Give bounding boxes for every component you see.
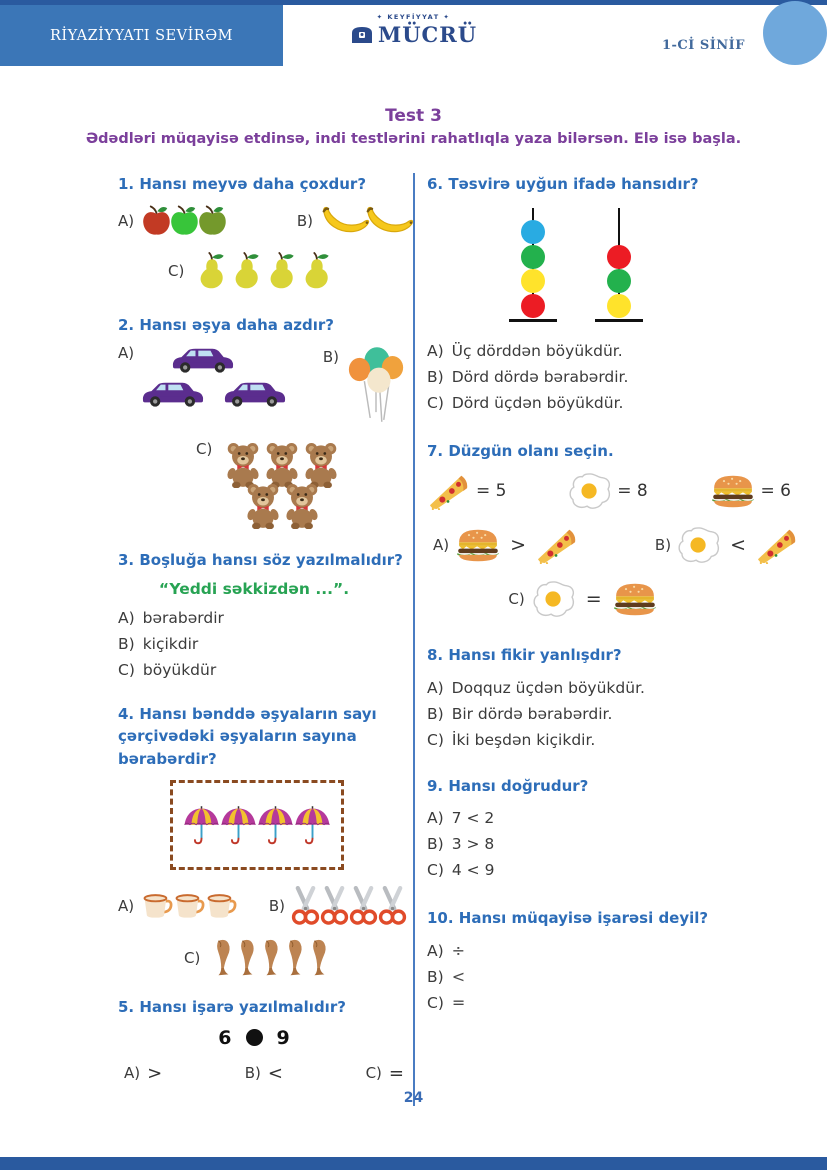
question-9 — [427, 775, 799, 884]
fried-egg-icon — [568, 472, 612, 510]
banana-icon — [363, 204, 415, 238]
option-text: İki beşdən kiçikdir. — [451, 730, 596, 749]
option-b-label: B) — [268, 897, 285, 915]
question-title: 6. Təsvirə uyğun ifadə hansıdır? — [427, 175, 699, 193]
question-title: 1. Hansı meyvə daha çoxdur? — [118, 175, 367, 193]
option-label: B) — [427, 704, 444, 723]
option-label: B) — [118, 634, 135, 653]
egg-value: = 8 — [568, 472, 647, 510]
fried-egg-icon — [677, 526, 721, 564]
greater-than-sign: > — [510, 534, 527, 556]
option-c-label: C) — [168, 261, 185, 280]
drumstick-icon — [210, 938, 236, 978]
option-c — [427, 580, 739, 618]
grade-label: 1-Cİ SİNİF — [661, 38, 745, 53]
abacus-bead — [607, 245, 631, 269]
question-1 — [118, 173, 407, 292]
pizza-icon — [427, 472, 471, 510]
scissors-icon — [320, 886, 349, 926]
cup-icon — [172, 892, 206, 920]
rod-base — [509, 319, 557, 322]
equals-sign: = — [388, 1062, 404, 1084]
option-label: A) — [427, 341, 444, 360]
question-7 — [427, 440, 799, 619]
question-10 — [427, 907, 799, 1016]
cup-icon — [204, 892, 238, 920]
balloons-icon — [345, 344, 407, 426]
burger-icon — [710, 473, 756, 509]
fried-egg-icon — [532, 580, 576, 618]
option-label: B) — [427, 967, 444, 986]
abacus-rod-left — [511, 208, 555, 322]
right-number: 9 — [276, 1026, 290, 1049]
burger-value: = 6 — [710, 473, 791, 509]
pear-icon — [299, 250, 335, 292]
option-label: B) — [427, 835, 444, 853]
option-label: B) — [427, 367, 444, 386]
bear-icon — [242, 481, 284, 529]
option-a — [124, 1063, 162, 1084]
question-5 — [118, 996, 407, 1084]
dashed-frame — [170, 780, 344, 870]
left-column — [0, 173, 413, 1106]
question-title: 9. Hansı doğrudur? — [427, 776, 589, 795]
drumstick-icon — [282, 938, 308, 978]
option-label: B) — [244, 1064, 261, 1082]
scissors-group — [291, 886, 407, 926]
logo-name: MÜCRÜ — [377, 22, 478, 47]
option-b — [427, 964, 799, 990]
option-c — [118, 657, 407, 683]
abacus-rod-right — [597, 208, 641, 322]
option-c — [366, 1063, 404, 1084]
option-b-label: B) — [296, 211, 313, 230]
question-2 — [118, 314, 407, 530]
less-than-sign: < — [730, 534, 746, 556]
option-a — [427, 675, 799, 701]
bear-icon — [281, 481, 323, 529]
less-than-sign: < — [451, 966, 466, 986]
question-6 — [427, 173, 799, 416]
option-text: Dörd dördə bərabərdir. — [451, 367, 629, 386]
option-a-label: A) — [118, 897, 135, 915]
option-text: bərabərdir — [142, 608, 224, 627]
option-b — [427, 831, 799, 857]
left-number: 6 — [218, 1026, 232, 1049]
option-c — [427, 727, 799, 753]
drumstick-icon — [258, 938, 284, 978]
option-label: C) — [508, 590, 525, 608]
bottom-strip — [0, 1157, 827, 1170]
logo-tagline: ✦ KEYFİYYAT ✦ — [376, 13, 451, 21]
test-subtitle: Ədədləri müqayisə etdinsə, indi testlərini rahatlıqla yaza bilərsən. Elə isə başla. — [85, 131, 742, 147]
equals-sign: = — [451, 992, 466, 1012]
page-number: 24 — [403, 1090, 424, 1106]
pear-icon — [194, 250, 230, 292]
option-label: A) — [433, 536, 450, 554]
option-label: B) — [654, 536, 672, 554]
question-title: 8. Hansı fikir yanlışdır? — [427, 646, 622, 664]
question-title: 3. Boşluğa hansı söz yazılmalıdır? — [118, 551, 403, 569]
drumstick-icon — [234, 938, 260, 978]
question-title: 2. Hansı əşya daha azdır? — [118, 315, 334, 334]
option-c — [427, 990, 799, 1016]
option-text: böyükdür — [142, 660, 217, 679]
cars-group — [140, 344, 308, 408]
option-b — [427, 701, 799, 727]
car-icon — [222, 378, 288, 408]
pear-icon — [229, 250, 265, 292]
apple-icon — [196, 204, 229, 237]
option-text: 3 > 8 — [451, 835, 495, 853]
option-b — [118, 631, 407, 657]
brand-text: RİYAZİYYATI SEVİRƏM — [50, 27, 233, 44]
umbrella-icon — [220, 804, 257, 847]
equals-sign: = — [585, 588, 602, 610]
question-title: 4. Hansı bənddə əşyaların sayı çərçivədəki əşyaların sayına bərabərdir? — [118, 704, 377, 768]
option-a — [427, 338, 799, 364]
option-label: A) — [124, 1064, 141, 1082]
option-c-label: C) — [196, 440, 213, 458]
test-title: Test 3 — [385, 106, 442, 126]
option-text: Doqquz üçdən böyükdür. — [451, 678, 645, 697]
umbrella-icon — [183, 804, 220, 847]
questions-area — [0, 173, 827, 1106]
option-text: 7 < 2 — [451, 809, 495, 827]
option-a — [118, 605, 407, 631]
option-text: Üç dörddən böyükdür. — [451, 341, 623, 360]
umbrella-icon — [294, 804, 331, 847]
question-title: 5. Hansı işarə yazılmalıdır? — [118, 998, 346, 1016]
less-than-sign: < — [267, 1062, 284, 1084]
burger-icon — [612, 581, 658, 617]
option-text: Dörd üçdən böyükdür. — [451, 393, 624, 412]
option-c-label: C) — [184, 949, 201, 967]
option-a — [433, 526, 579, 564]
option-text: 4 < 9 — [451, 861, 495, 879]
apples-group — [140, 204, 224, 237]
question-4 — [118, 703, 407, 979]
option-a — [427, 805, 799, 831]
abacus-bead — [607, 294, 631, 318]
missing-sign-dot — [246, 1029, 263, 1046]
abacus-bead — [607, 269, 631, 293]
option-a — [427, 938, 799, 964]
option-label: A) — [427, 809, 444, 827]
greater-than-sign: > — [147, 1062, 163, 1084]
pizza-icon — [755, 526, 799, 564]
question-title: 10. Hansı müqayisə işarəsi deyil? — [427, 909, 709, 927]
brand-box — [0, 5, 283, 66]
value-key-row — [427, 472, 799, 510]
umbrella-icon — [257, 804, 294, 847]
option-label: A) — [427, 941, 444, 960]
pears-group — [194, 250, 334, 292]
option-b — [245, 1063, 283, 1084]
option-b — [655, 526, 799, 564]
pizza-icon — [535, 526, 579, 564]
scissors-icon — [291, 886, 320, 926]
option-text: kiçikdir — [142, 634, 199, 653]
option-c — [427, 857, 799, 883]
option-label: C) — [427, 393, 444, 412]
option-a-label: A) — [118, 211, 135, 230]
abacus-bead — [521, 269, 545, 293]
option-b-label: B) — [322, 348, 339, 366]
option-b — [427, 364, 799, 390]
car-icon — [170, 344, 236, 374]
bananas-group — [319, 204, 407, 238]
umbrellas-group — [183, 804, 331, 847]
question-8 — [427, 644, 799, 753]
option-label: C) — [118, 660, 135, 679]
option-c — [427, 390, 799, 416]
corner-circle-decoration — [763, 1, 827, 65]
option-label: C) — [365, 1064, 382, 1082]
rod-base — [595, 319, 643, 322]
cup-icon — [140, 892, 174, 920]
option-label: C) — [427, 993, 444, 1012]
option-label: C) — [427, 730, 444, 749]
pizza-value: = 5 — [427, 472, 506, 510]
scissors-icon — [378, 886, 407, 926]
option-label: C) — [427, 861, 444, 879]
abacus-bead — [521, 245, 545, 269]
option-label: A) — [118, 608, 135, 627]
right-column — [413, 173, 827, 1106]
car-icon — [140, 378, 206, 408]
option-a-label: A) — [118, 344, 135, 362]
option-text: Bir dördə bərabərdir. — [451, 704, 613, 723]
scissors-icon — [349, 886, 378, 926]
division-sign: ÷ — [451, 940, 466, 960]
abacus-bead — [521, 220, 545, 244]
drumstick-icon — [306, 938, 332, 978]
pear-icon — [264, 250, 300, 292]
fill-blank-sentence: “Yeddi səkkizdən ...”. — [158, 579, 350, 598]
burger-icon — [455, 527, 501, 563]
option-label: A) — [427, 678, 444, 697]
comparison-expression — [118, 1027, 390, 1049]
question-title: 7. Düzgün olanı seçin. — [427, 441, 614, 460]
abacus-illustration — [511, 208, 799, 322]
drumsticks-group — [210, 938, 330, 978]
cups-group — [140, 892, 236, 920]
abacus-bead — [521, 294, 545, 318]
bears-group — [222, 440, 339, 529]
question-3 — [118, 549, 407, 683]
